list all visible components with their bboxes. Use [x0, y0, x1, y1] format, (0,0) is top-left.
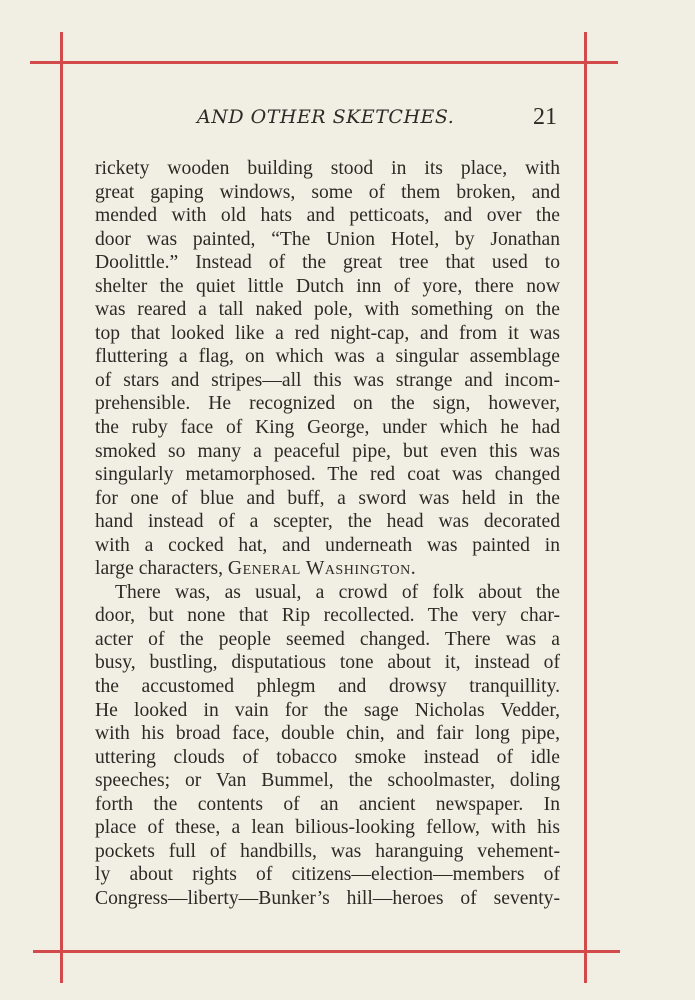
text-line: ly about rights of citizens—election—members of	[95, 864, 560, 886]
text-line: prehensible. He recognized on the sign, however,	[95, 393, 560, 415]
text-line: was reared a tall naked pole, with something on the	[95, 299, 560, 321]
text-line: acter of the people seemed changed. There was a	[95, 628, 560, 650]
text-line: door, but none that Rip recollected. The very char-	[95, 605, 560, 627]
text-fragment: large characters,	[95, 558, 224, 580]
body-text	[95, 157, 560, 911]
page-number: 21	[533, 104, 557, 130]
text-line: with a cocked hat, and underneath was painted in	[95, 534, 560, 556]
text-line: smoked so many a peaceful pipe, but even this was	[95, 440, 560, 462]
text-line: the ruby face of King George, under which he had	[95, 417, 560, 439]
border-rule-bottom	[33, 950, 620, 953]
text-line: of stars and stripes—all this was strange and incom-	[95, 369, 560, 391]
text-line: forth the contents of an ancient newspaper. In	[95, 793, 560, 815]
text-line: fluttering a flag, on which was a singular assemblage	[95, 346, 560, 368]
text-line: top that looked like a red night-cap, and from it was	[95, 322, 560, 344]
text-line: hand instead of a scepter, the head was decorated	[95, 511, 560, 533]
text-line: singularly metamorphosed. The red coat was changed	[95, 464, 560, 486]
text-line	[95, 557, 560, 581]
page-header	[90, 106, 560, 136]
text-line: uttering clouds of tobacco smoke instead of idle	[95, 746, 560, 768]
sign-inscription: General Washington.	[227, 558, 417, 580]
text-line: mended with old hats and petticoats, and over the	[95, 205, 560, 227]
running-title: AND OTHER SKETCHES.	[197, 106, 455, 128]
text-line: pockets full of handbills, was haranguing vehement-	[95, 840, 560, 862]
text-line: rickety wooden building stood in its place, with	[95, 158, 560, 179]
text-line: great gaping windows, some of them broken, and	[95, 181, 560, 203]
text-line: door was painted, “The Union Hotel, by Jonathan	[95, 228, 560, 250]
text-line: busy, bustling, disputatious tone about it, instead of	[95, 652, 560, 674]
text-line: the accustomed phlegm and drowsy tranquillity.	[95, 676, 560, 698]
border-rule-top	[30, 61, 618, 64]
text-line: for one of blue and buff, a sword was held in the	[95, 487, 560, 509]
border-rule-left	[60, 32, 63, 983]
paragraph-start-line: There was, as usual, a crowd of folk about the	[115, 581, 560, 603]
text-line: Doolittle.” Instead of the great tree that used to	[95, 252, 560, 274]
text-line: Congress—liberty—Bunker’s hill—heroes of seventy-	[95, 887, 560, 909]
text-line: place of these, a lean bilious-looking fellow, with his	[95, 817, 560, 839]
border-rule-right	[584, 32, 587, 983]
text-line: speeches; or Van Bummel, the schoolmaster, doling	[95, 770, 560, 792]
text-line: with his broad face, double chin, and fair long pipe,	[95, 723, 560, 745]
text-line: He looked in vain for the sage Nicholas Vedder,	[95, 699, 560, 721]
text-line: shelter the quiet little Dutch inn of yore, there now	[95, 275, 560, 297]
